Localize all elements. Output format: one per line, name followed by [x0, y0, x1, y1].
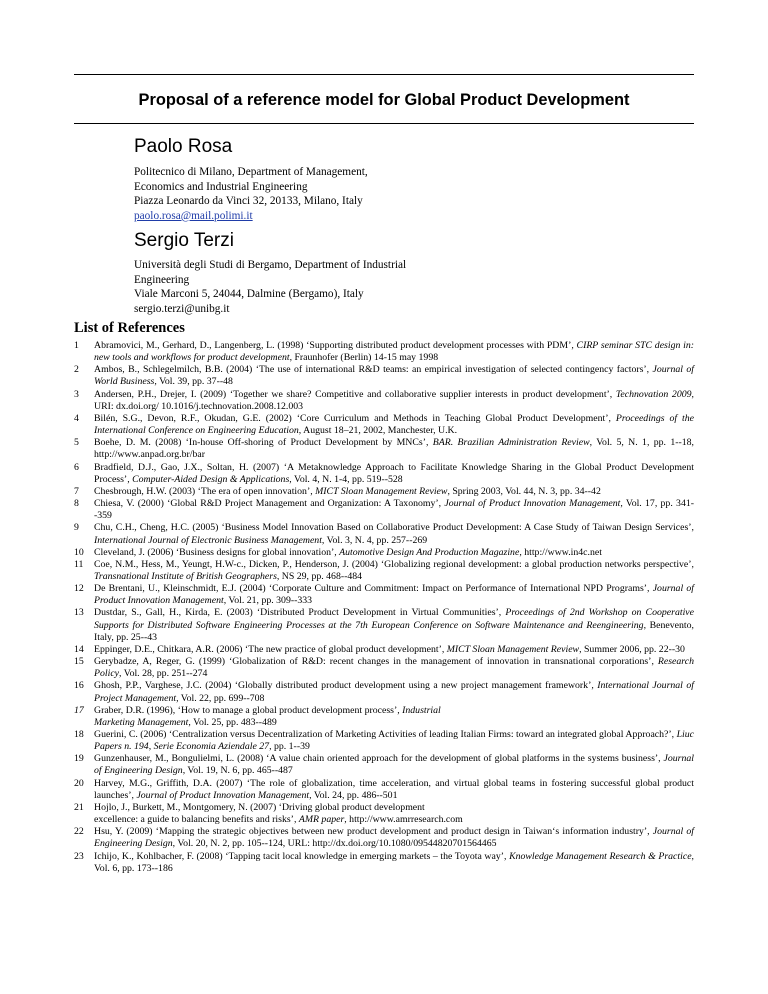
reference-number: 2 [74, 364, 79, 376]
bottom-rule [74, 123, 694, 124]
reference-text [94, 413, 694, 437]
reference-source: Journal of Engineering Design [94, 753, 694, 777]
reference-item [74, 705, 694, 729]
reference-text [94, 826, 694, 850]
reference-segment: De Brentani, U., Kleinschmidt, E.J. (2004) ‘Corporate Culture and Commitment: Impact on Performance of International NPD Programs’, [94, 583, 653, 595]
reference-number: 17 [74, 704, 84, 716]
reference-number: 5 [74, 437, 79, 449]
reference-source: MICT Sloan Management Review [315, 485, 448, 497]
reference-text [94, 437, 694, 461]
reference-segment: Andersen, P.H., Drejer, I. (2009) ‘Together we share? Competitive and collaborative supplier interests in product development’, [94, 388, 616, 400]
reference-segment: Chu, C.H., Cheng, H.C. (2005) ‘Business Model Innovation Based on Collaborative Product Development: A Case Study of Taiwan Design Services’, [94, 522, 694, 534]
reference-number: 6 [74, 461, 79, 473]
affiliation-line: Piazza Leonardo da Vinci 32, 20133, Milano, Italy [134, 195, 363, 208]
reference-segment: , August 18–21, 2002, Manchester, U.K. [298, 425, 458, 437]
reference-source: Computer-Aided Design & Applications [132, 473, 290, 485]
reference-text [94, 462, 694, 486]
reference-number: 7 [74, 485, 79, 497]
reference-source: Journal of Product Innovation Management [94, 583, 695, 607]
reference-source: MICT Sloan Management Review [446, 643, 580, 655]
reference-segment: , Vol. 22, pp. 699--708 [176, 692, 265, 704]
reference-item [74, 644, 694, 656]
reference-source: International Journal of Electronic Business Management [94, 534, 322, 546]
reference-item [74, 802, 694, 826]
reference-segment: Coe, N.M., Hess, M., Yeungt, H.W-c., Dicken, P., Henderson, J. (2004) ‘Globalizing regional development: a global production networks perspective’, [94, 558, 694, 570]
reference-segment: Gerybadze, A, Reger, G. (1999) ‘Globalization of R&D: recent changes in the management of innovation in transnational corporations’, [94, 656, 658, 668]
reference-source: Transnational Institute of British Geographers [94, 570, 277, 582]
reference-text [94, 729, 694, 753]
reference-item [74, 559, 694, 583]
reference-number: 1 [74, 340, 79, 351]
reference-segment: , Vol. 39, pp. 37--48 [154, 376, 233, 388]
author-email: sergio.terzi@unibg.it [134, 302, 230, 315]
reference-segment: , Vol. 25, pp. 483--489 [188, 716, 277, 728]
author-affiliation [134, 165, 368, 223]
reference-text [94, 607, 694, 643]
reference-text [94, 583, 694, 607]
reference-text [94, 340, 694, 364]
reference-source: Automotive Design And Production Magazine [339, 546, 520, 558]
reference-source: CIRP seminar STC design in: new tools and workflows for product development [94, 340, 694, 364]
reference-segment: , Vol. 17, pp. 341--359 [94, 498, 695, 522]
reference-text [94, 644, 694, 656]
reference-segment: Bradfield, D.J., Gao, J.X., Soltan, H. (2007) ‘A Metaknowledge Approach to Facilitate Knowledge Sharing in the Global Product Development Process’, [94, 461, 694, 485]
reference-text [94, 547, 694, 559]
reference-segment: , Vol. 3, N. 4, pp. 257--269 [321, 534, 428, 546]
reference-segment: Eppinger, D.E., Chitkara, A.R. (2006) ‘The new practice of global product development’, [94, 643, 447, 655]
reference-segment: Boehe, D. M. (2008) ‘In-house Off-shoring of Product Development by MNCs’, [94, 437, 433, 449]
reference-number: 15 [74, 656, 84, 668]
reference-text [94, 680, 694, 704]
reference-segment: Guerini, C. (2006) ‘Centralization versus Decentralization of Marketing Activities of leading Italian Firms: toward an integrated global Approach?’, [94, 729, 677, 740]
reference-source: Industrial [402, 704, 441, 716]
reference-text [94, 389, 694, 413]
reference-text [94, 559, 694, 583]
reference-segment: Chesbrough, H.W. (2003) ‘The era of open innovation’, [94, 485, 316, 497]
reference-text [94, 364, 694, 388]
reference-item [74, 486, 694, 498]
reference-item [74, 522, 694, 546]
reference-segment: Harvey, M.G., Griffith, D.A. (2007) ‘The role of globalization, time acceleration, and virtual global teams in fostering successful global product launches’, [94, 777, 694, 801]
reference-source: AMR paper [298, 814, 345, 826]
reference-number: 20 [74, 777, 84, 789]
reference-source: Journal of World Business [94, 364, 694, 388]
reference-number: 4 [74, 412, 79, 424]
reference-number: 8 [74, 498, 79, 510]
reference-text [94, 656, 694, 680]
reference-number: 9 [74, 522, 79, 534]
reference-source: Technovation 2009 [615, 388, 692, 400]
paper-title: Proposal of a reference model for Global Product Development [138, 91, 630, 109]
reference-number: 10 [74, 546, 84, 558]
reference-item [74, 389, 694, 413]
top-rule [74, 74, 694, 75]
reference-segment: , Vol. 6, pp. 173--186 [94, 850, 694, 874]
reference-source: Research Policy [94, 656, 694, 680]
reference-number: 16 [74, 680, 84, 692]
reference-item [74, 498, 694, 522]
reference-segment: , Vol. 28, pp. 251--274 [119, 668, 208, 680]
reference-segment: , Benevento, Italy, pp. 25--43 [94, 619, 694, 643]
reference-number: 13 [74, 607, 84, 619]
reference-item [74, 778, 694, 802]
reference-item [74, 583, 694, 607]
reference-segment: Ambos, B., Schlegelmilch, B.B. (2004) ‘The use of international R&D teams: an empirical investigation of selected contingency factors’, [94, 364, 653, 376]
reference-segment: , Vol. 5, N. 1, pp. 1--18, http://www.anpad.org.br/bar [94, 437, 695, 461]
reference-source: Proceedings of 2nd Workshop on Cooperative Supports for Distributed Software Engineering Processes at the 7th European Conference on Software Maintenance and Reengineering [94, 607, 694, 631]
reference-source: Journal of Engineering Design [94, 826, 694, 850]
affiliation-line: Economics and Industrial Engineering [134, 180, 308, 193]
reference-item [74, 826, 694, 850]
reference-segment: , Summer 2006, pp. 22--30 [579, 643, 685, 655]
reference-number: 3 [74, 388, 79, 400]
reference-source: International Journal of Project Management [94, 680, 694, 704]
reference-text [94, 778, 694, 802]
references-heading: List of References [74, 320, 185, 336]
reference-source: BAR. Brazilian Administration Review [432, 437, 590, 449]
reference-number: 18 [74, 729, 84, 740]
reference-number: 21 [74, 801, 84, 813]
affiliation-line: Engineering [134, 273, 190, 286]
reference-item [74, 680, 694, 704]
reference-source: Liuc Papers n. 194, Serie Economia Aziendale 27 [94, 729, 694, 753]
title-block [74, 74, 694, 124]
reference-text [94, 802, 694, 826]
reference-item [74, 462, 694, 486]
reference-item [74, 656, 694, 680]
reference-segment: , Fraunhofer (Berlin) 14-15 may 1998 [289, 352, 439, 364]
reference-item [74, 851, 694, 875]
reference-segment: , Vol. 20, N. 2, pp. 105--124, URL: http://dx.doi.org/10.1080/09544820701564465 [172, 838, 497, 850]
reference-item [74, 340, 694, 364]
reference-segment: , NS 29, pp. 468--484 [276, 570, 363, 582]
author-email-link[interactable]: paolo.rosa@mail.polimi.it [134, 209, 253, 222]
reference-segment: Abramovici, M., Gerhard, D., Langenberg, L. (1998) ‘Supporting distributed product development processes with PDM’, [94, 340, 577, 351]
affiliation-line: Viale Marconi 5, 24044, Dalmine (Bergamo), Italy [134, 288, 364, 301]
reference-item [74, 364, 694, 388]
reference-source: Journal of Product Innovation Management [444, 498, 621, 510]
reference-segment: , Spring 2003, Vol. 44, N. 3, pp. 34--42 [447, 485, 601, 497]
reference-segment: Dustdar, S., Gall, H., Kirda, E. (2003) ‘Distributed Product Development in Virtual Communities’, [94, 607, 506, 619]
reference-segment: , pp. 1--39 [269, 741, 310, 753]
reference-text [94, 486, 694, 498]
author-name: Sergio Terzi [134, 230, 234, 251]
reference-list [74, 340, 694, 875]
reference-segment: , Vol. 19, N. 6, pp. 465--487 [182, 765, 293, 777]
reference-item [74, 437, 694, 461]
reference-text [94, 705, 694, 729]
affiliation-line: Università degli Studi di Bergamo, Department of Industrial [134, 259, 407, 271]
reference-source: Proceedings of the International Conference on Engineering Education [94, 412, 694, 437]
reference-number: 23 [74, 850, 84, 862]
author-affiliation [134, 258, 406, 316]
reference-segment: Ghosh, P.P., Varghese, J.C. (2004) ‘Globally distributed product development using a new project management framework’, [94, 680, 598, 692]
reference-item [74, 607, 694, 643]
reference-number: 19 [74, 753, 84, 765]
affiliation-line: Politecnico di Milano, Department of Management, [134, 166, 368, 178]
reference-text [94, 753, 694, 777]
reference-source: Journal of Product Innovation Management [136, 789, 310, 801]
reference-segment: Cleveland, J. (2006) ‘Business designs for global innovation’, [94, 546, 340, 558]
author-name: Paolo Rosa [134, 136, 233, 157]
reference-segment: Gunzenhauser, M., Bongulielmi, L. (2008) ‘A value chain oriented approach for the development of global platforms in the systems business’, [94, 753, 664, 765]
reference-number: 22 [74, 826, 84, 838]
reference-segment: , Vol. 4, N. 1-4, pp. 519--528 [289, 473, 403, 485]
reference-segment: Ichijo, K., Kohlbacher, F. (2008) ‘Tapping tacit local knowledge in emerging markets – the Toyota way’, [94, 850, 510, 862]
reference-number: 14 [74, 643, 84, 655]
reference-item [74, 547, 694, 559]
reference-text [94, 498, 694, 522]
reference-segment: , http://www.in4c.net [519, 546, 602, 558]
reference-number: 11 [74, 558, 84, 570]
reference-text [94, 522, 694, 546]
reference-segment: Hojlo, J., Burkett, M., Montgomery, N. (2007) ‘Driving global product development [94, 801, 425, 813]
reference-item [74, 729, 694, 753]
reference-text [94, 851, 694, 875]
reference-item [74, 413, 694, 437]
reference-segment: Graber, D.R. (1996), ‘How to manage a global product development process’, [94, 704, 403, 716]
reference-segment: , Vol. 21, pp. 309--333 [223, 595, 313, 607]
reference-number: 12 [74, 583, 84, 595]
reference-segment: , Vol. 24, pp. 486--501 [309, 789, 398, 801]
reference-source: Marketing Management [94, 716, 189, 728]
reference-segment: Chiesa, V. (2000) ‘Global R&D Project Management and Organization: A Taxonomy’, [94, 498, 445, 510]
reference-segment: excellence: a guide to balancing benefits and risks’, [94, 814, 299, 826]
reference-segment: Bilén, S.G., Devon, R.F., Okudan, G.E. (2002) ‘Core Curriculum and Methods in Teaching Global Product Development’, [94, 412, 616, 424]
reference-segment: , http://www.amrresearch.com [344, 814, 463, 826]
reference-segment: Hsu, Y. (2009) ‘Mapping the strategic objectives between new product development and product design in Taiwan‘s information industry’, [94, 826, 653, 838]
reference-source: Knowledge Management Research & Practice [509, 850, 692, 862]
reference-segment: , URI: dx.doi.org/ 10.1016/j.technovation.2008.12.003 [94, 388, 694, 412]
reference-item [74, 753, 694, 777]
